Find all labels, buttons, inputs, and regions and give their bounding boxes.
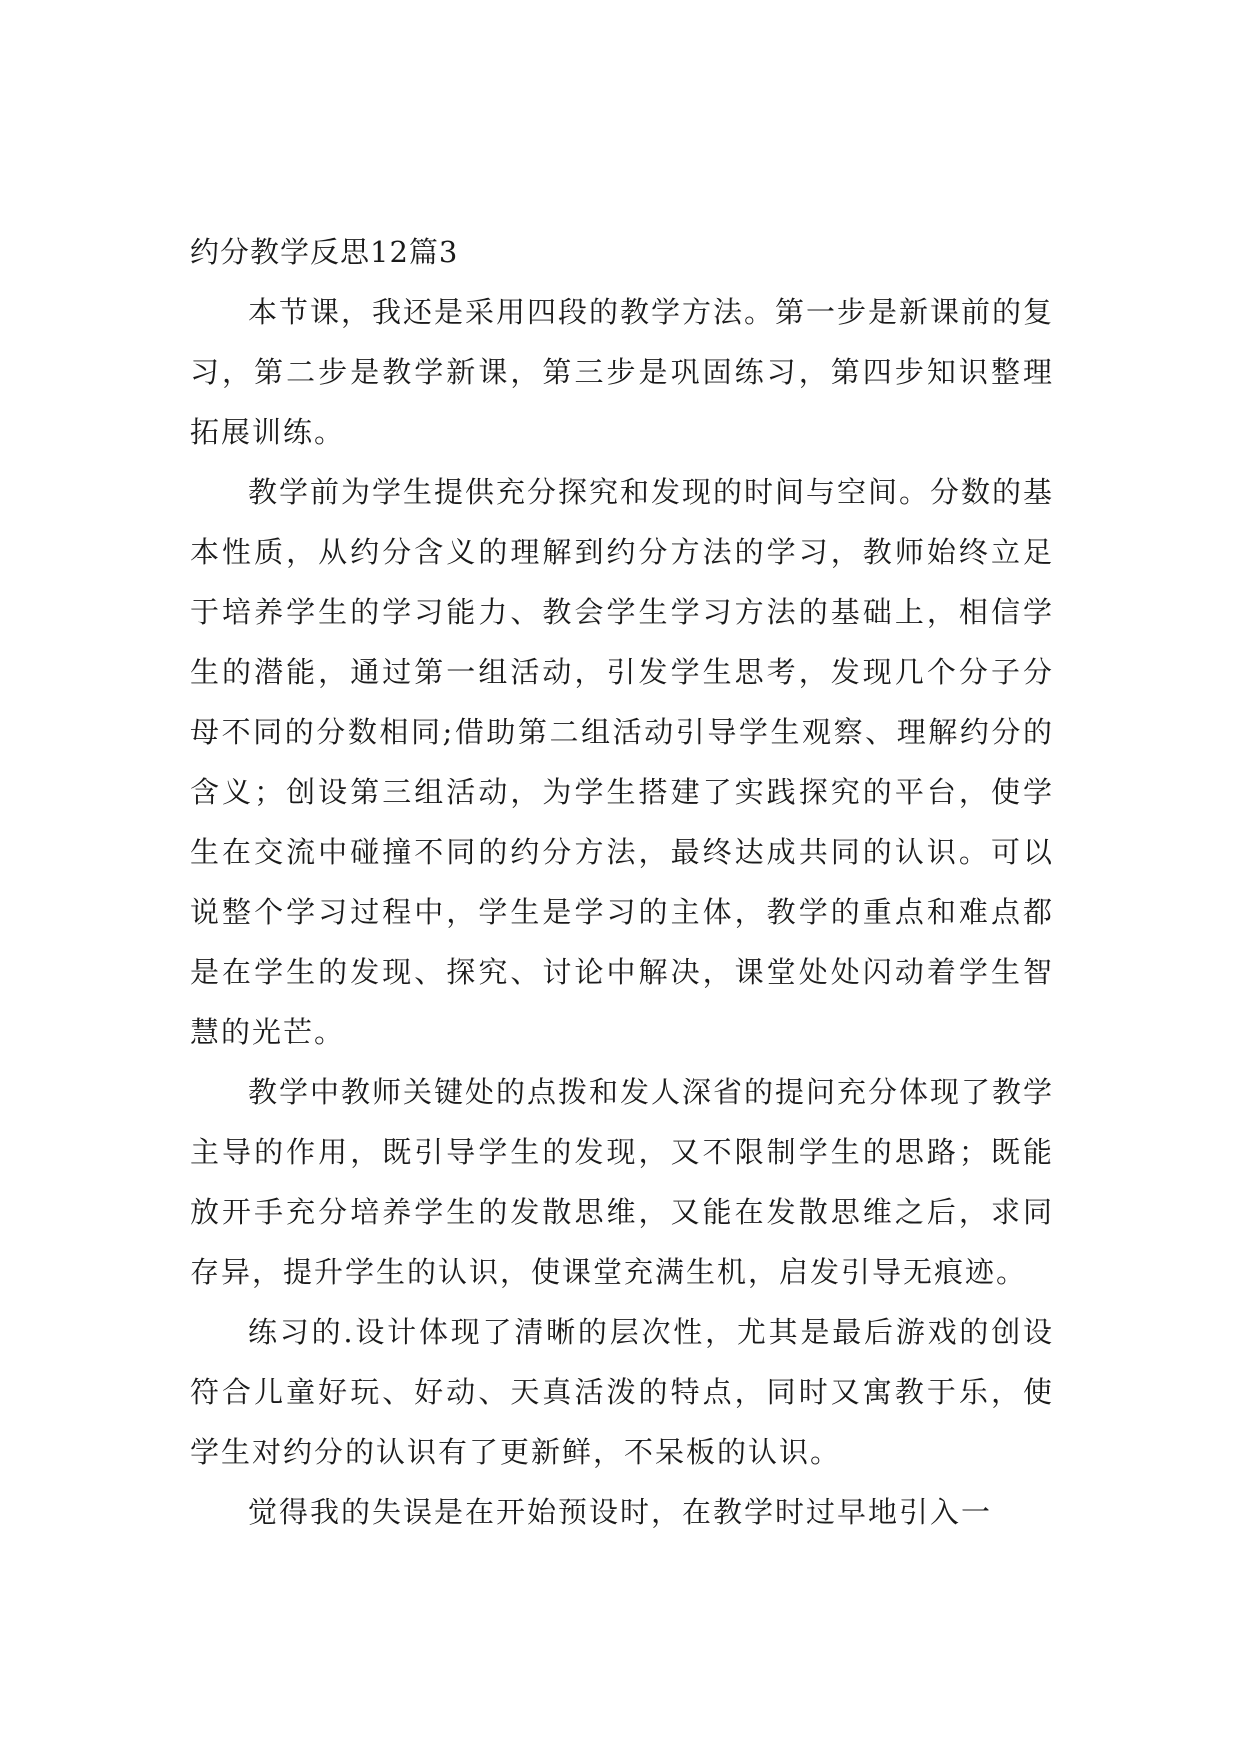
document-title: 约分教学反思12篇3 <box>190 235 459 269</box>
paragraph-exercise-design: 练习的.设计体现了清晰的层次性，尤其是最后游戏的创设符合儿童好玩、好动、天真活泼的特点，同时又寓教于乐，使学生对约分的认识有了更新鲜，不呆板的认识。 <box>190 1315 1054 1469</box>
paragraph-teaching-method: 本节课，我还是采用四段的教学方法。第一步是新课前的复习，第二步是教学新课，第三步是巩固练习，第四步知识整理拓展训练。 <box>190 295 1055 449</box>
paragraph-student-exploration: 教学前为学生提供充分探究和发现的时间与空间。分数的基本性质，从约分含义的理解到约分方法的学习，教师始终立足于培养学生的学习能力、教会学生学习方法的基础上，相信学生的潜能，通过第一组活动，引发学生思考，发现几个分子分母不同的分数相同;借助第二组活动引导学生观察、理解约分的含义；创设第三组活动，为学生搭建了实践探究的平台，使学生在交流中碰撞不同的约分方法，最终达成共同的认识。可以说整个学习过程中，学生是学习的主体，教学的重点和难点都是在学生的发现、探究、讨论中解决，课堂处处闪动着学生智慧的光芒。 <box>190 475 1055 1049</box>
document-body <box>190 222 1054 1542</box>
paragraph-teacher-guidance: 教学中教师关键处的点拨和发人深省的提问充分体现了教学主导的作用，既引导学生的发现，又不限制学生的思路；既能放开手充分培养学生的发散思维，又能在发散思维之后，求同存异，提升学生的认识，使课堂充满生机，启发引导无痕迹。 <box>190 1075 1055 1289</box>
paragraph-reflection-mistake: 觉得我的失误是在开始预设时，在教学时过早地引入一 <box>248 1495 993 1529</box>
